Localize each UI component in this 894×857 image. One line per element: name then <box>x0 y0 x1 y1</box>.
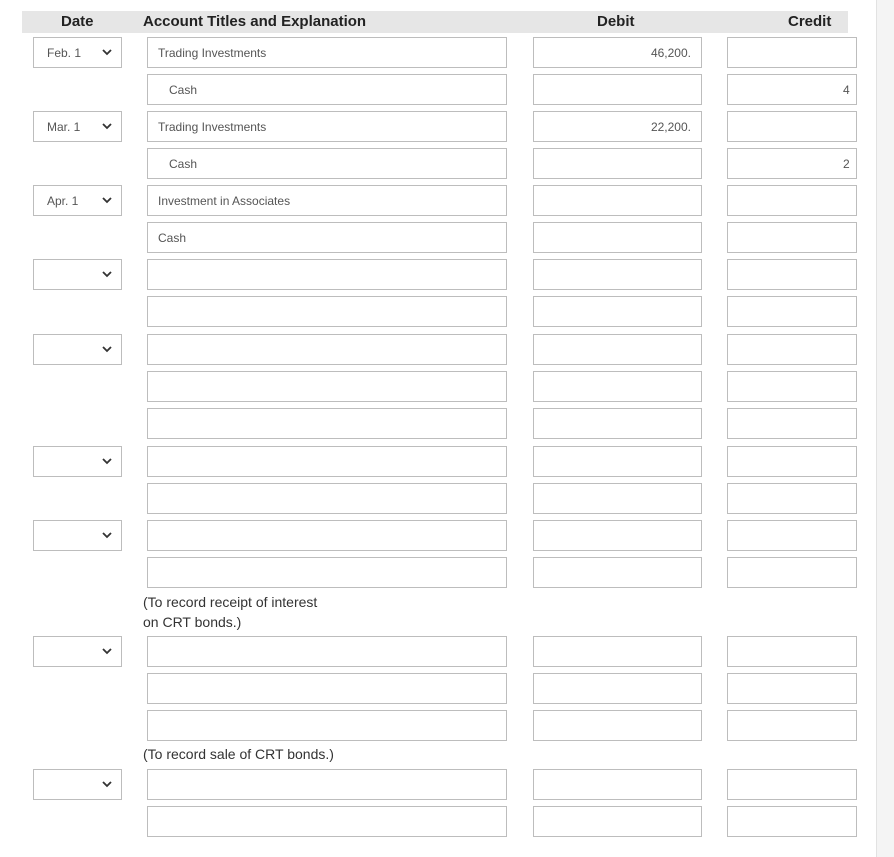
account-title-input[interactable] <box>147 259 507 290</box>
credit-input[interactable] <box>727 334 857 365</box>
vertical-scrollbar[interactable] <box>876 0 894 857</box>
account-title-input[interactable] <box>147 37 507 68</box>
chevron-down-icon <box>101 455 113 467</box>
account-title-value: Trading Investments <box>158 46 267 60</box>
debit-input[interactable] <box>533 111 702 142</box>
debit-input[interactable] <box>533 408 702 439</box>
account-title-input[interactable] <box>147 185 507 216</box>
debit-input[interactable] <box>533 37 702 68</box>
account-title-input[interactable] <box>147 483 507 514</box>
credit-input[interactable] <box>727 483 857 514</box>
credit-input[interactable] <box>727 37 857 68</box>
account-title-input[interactable] <box>147 636 507 667</box>
credit-input[interactable] <box>727 636 857 667</box>
credit-input[interactable] <box>727 806 857 837</box>
credit-input[interactable] <box>727 769 857 800</box>
credit-input[interactable] <box>727 446 857 477</box>
interest-note-line-2: on CRT bonds.) <box>143 614 242 630</box>
debit-input[interactable] <box>533 673 702 704</box>
account-title-value: Cash <box>158 231 187 245</box>
date-select-value: Mar. 1 <box>47 120 81 134</box>
date-select[interactable] <box>33 111 122 142</box>
debit-column-header: Debit <box>597 13 635 30</box>
debit-input[interactable] <box>533 806 702 837</box>
account-title-input[interactable] <box>147 111 507 142</box>
debit-input[interactable] <box>533 446 702 477</box>
date-select[interactable] <box>33 520 122 551</box>
chevron-down-icon <box>101 778 113 790</box>
account-title-input[interactable] <box>147 408 507 439</box>
date-select[interactable] <box>33 636 122 667</box>
account-title-input[interactable] <box>147 334 507 365</box>
credit-value: 4 <box>843 83 850 97</box>
chevron-down-icon <box>101 120 113 132</box>
date-select-value: Feb. 1 <box>47 46 82 60</box>
interest-note-line-1: (To record receipt of interest <box>143 594 318 610</box>
credit-input[interactable] <box>727 371 857 402</box>
account-title-input[interactable] <box>147 148 507 179</box>
credit-input[interactable] <box>727 185 857 216</box>
date-select[interactable] <box>33 37 122 68</box>
debit-input[interactable] <box>533 259 702 290</box>
chevron-down-icon <box>101 529 113 541</box>
debit-input[interactable] <box>533 296 702 327</box>
debit-input[interactable] <box>533 520 702 551</box>
credit-input[interactable] <box>727 520 857 551</box>
account-title-value: Cash <box>169 157 198 171</box>
debit-input[interactable] <box>533 371 702 402</box>
debit-input[interactable] <box>533 74 702 105</box>
account-title-input[interactable] <box>147 371 507 402</box>
account-title-input[interactable] <box>147 806 507 837</box>
date-select-value: Apr. 1 <box>47 194 79 208</box>
chevron-down-icon <box>101 268 113 280</box>
account-title-input[interactable] <box>147 557 507 588</box>
sale-note: (To record sale of CRT bonds.) <box>143 746 334 762</box>
account-title-input[interactable] <box>147 296 507 327</box>
debit-input[interactable] <box>533 769 702 800</box>
credit-input[interactable] <box>727 408 857 439</box>
date-select[interactable] <box>33 769 122 800</box>
date-column-header: Date <box>61 13 94 30</box>
account-title-input[interactable] <box>147 222 507 253</box>
chevron-down-icon <box>101 194 113 206</box>
date-select[interactable] <box>33 446 122 477</box>
debit-input[interactable] <box>533 636 702 667</box>
credit-input[interactable] <box>727 74 857 105</box>
credit-input[interactable] <box>727 710 857 741</box>
account-title-input[interactable] <box>147 673 507 704</box>
debit-input[interactable] <box>533 148 702 179</box>
credit-input[interactable] <box>727 222 857 253</box>
credit-input[interactable] <box>727 673 857 704</box>
credit-input[interactable] <box>727 148 857 179</box>
debit-input[interactable] <box>533 710 702 741</box>
credit-input[interactable] <box>727 557 857 588</box>
account-title-value: Trading Investments <box>158 120 267 134</box>
debit-input[interactable] <box>533 557 702 588</box>
interest-note <box>143 592 317 632</box>
debit-input[interactable] <box>533 185 702 216</box>
credit-input[interactable] <box>727 296 857 327</box>
debit-input[interactable] <box>533 222 702 253</box>
debit-input[interactable] <box>533 483 702 514</box>
account-title-input[interactable] <box>147 74 507 105</box>
credit-column-header: Credit <box>788 13 832 30</box>
account-title-input[interactable] <box>147 520 507 551</box>
date-select[interactable] <box>33 185 122 216</box>
date-select[interactable] <box>33 334 122 365</box>
date-select[interactable] <box>33 259 122 290</box>
chevron-down-icon <box>101 645 113 657</box>
debit-value: 46,200. <box>650 46 691 60</box>
credit-input[interactable] <box>727 111 857 142</box>
account-title-value: Cash <box>169 83 198 97</box>
account-title-input[interactable] <box>147 710 507 741</box>
debit-input[interactable] <box>533 334 702 365</box>
credit-input[interactable] <box>727 259 857 290</box>
account-title-input[interactable] <box>147 446 507 477</box>
account-title-input[interactable] <box>147 769 507 800</box>
account-column-header: Account Titles and Explanation <box>143 13 367 30</box>
credit-value: 2 <box>843 157 850 171</box>
chevron-down-icon <box>101 343 113 355</box>
debit-value: 22,200. <box>650 120 691 134</box>
chevron-down-icon <box>101 46 113 58</box>
account-title-value: Investment in Associates <box>158 194 291 208</box>
